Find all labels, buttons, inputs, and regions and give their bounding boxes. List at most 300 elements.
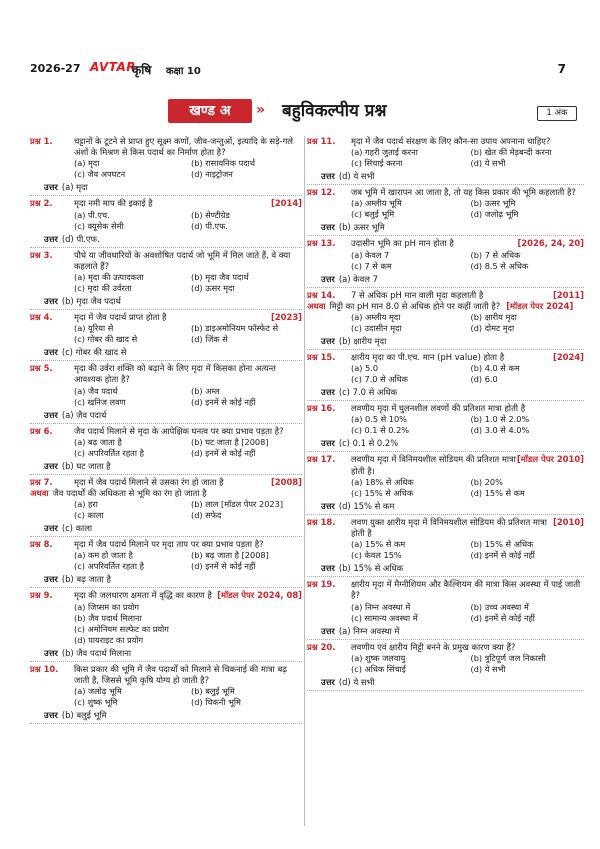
option: (a) 18% से अधिक [351, 476, 414, 487]
option: (d) दोमट मृदा [470, 323, 515, 334]
options-grid [351, 198, 584, 220]
answer-value: (c) 0.1 से 0.2% [338, 438, 399, 449]
option: (c) शुष्क भूमि [74, 697, 118, 708]
option: (c) बलुई भूमि [351, 209, 395, 220]
question-number: प्रश्न 18. [307, 516, 336, 527]
question-number: प्रश्न 8. [30, 539, 53, 550]
option: (a) 15% से कम [351, 539, 406, 550]
answer [307, 387, 584, 398]
option: (b) खेत की मेड़बन्दी करना [470, 147, 552, 158]
question-text-line [74, 477, 302, 488]
divider [30, 309, 302, 310]
option: (d) ये सभी [470, 663, 506, 674]
divider [307, 287, 584, 288]
answer-value: (b) जैव पदार्थ मिलाना [61, 647, 132, 658]
option [191, 602, 302, 613]
answer-value: (a) निम्न अवस्था में [338, 625, 400, 636]
question [30, 664, 302, 708]
question-text-line [351, 454, 584, 476]
question-block [30, 539, 302, 588]
divider [307, 514, 584, 515]
option: (c) क्यूसेक सेमी [74, 220, 124, 231]
option: (d) जलोढ़ भूमि [470, 209, 519, 220]
question-block [307, 403, 584, 452]
section-title: बहुविकल्पीय प्रश्न [282, 101, 387, 121]
question-text-line [351, 187, 584, 198]
answer-value: (a) केवल 7 [338, 273, 378, 284]
question-block [307, 290, 584, 350]
question-number: प्रश्न 20. [307, 641, 336, 652]
option: (b) ऊसर भूमि [470, 198, 516, 209]
header-year: 2026-27 [30, 62, 81, 75]
question-block [30, 590, 302, 661]
option: (b) मृदा जैव पदार्थ [191, 272, 249, 283]
option: (b) रासायनिक पदार्थ [191, 158, 255, 169]
answer-value: (b) घट जाता है [61, 460, 111, 471]
answer [307, 222, 584, 233]
answer-label: उत्तर [321, 273, 335, 284]
question-text-line [351, 403, 584, 414]
alternate-label: अथवा [30, 488, 49, 499]
question-text: किस प्रकार की भूमि में जैव पदार्थों को मिलाने से चिकनाई की मात्रा बढ़ जाती है, जिससे भूमि कृषि योग्य हो जाती है? [74, 663, 287, 685]
question-text: 7 से अधिक pH मान वाली मृदा कहलाती है [351, 289, 484, 300]
divider [307, 451, 584, 452]
divider [307, 639, 584, 640]
year-tag: [2024] [553, 352, 584, 363]
option: (d) इनमें से कोई नहीं [470, 550, 535, 561]
question [307, 352, 584, 385]
question-block [307, 454, 584, 514]
question [307, 642, 584, 675]
question [307, 579, 584, 623]
page-header [30, 62, 570, 78]
divider [30, 474, 302, 475]
option: (c) 7 से कम [351, 260, 392, 271]
question-block [30, 250, 302, 310]
question-block [30, 426, 302, 475]
question-number: प्रश्न 7. [30, 476, 53, 487]
option: (d) इनमें से कोई नहीं [191, 396, 256, 407]
option: (a) मृदा [74, 158, 100, 169]
question-text-line [74, 250, 302, 272]
question-number: प्रश्न 12. [307, 187, 336, 198]
answer-label: उत्तर [44, 647, 58, 658]
left-column [30, 136, 302, 726]
question-text-line [74, 363, 302, 385]
question [30, 363, 302, 407]
answer [30, 710, 302, 721]
question-text: लवण युक्त क्षारीय मृदा में विनिमयशील सोडियम की प्रतिशत मात्रा होती है [351, 516, 547, 539]
answer-label: उत्तर [321, 387, 335, 398]
question [307, 454, 584, 498]
divider [307, 400, 584, 401]
answer-label: उत्तर [44, 460, 58, 471]
options-grid [351, 602, 584, 624]
question-text-line [74, 664, 302, 686]
answer-value: (d) ये सभी [338, 171, 375, 182]
option: (b) त्रुटिपूर्ण जल निकासी [470, 652, 546, 663]
answer-label: उत्तर [44, 182, 58, 193]
option: (d) पायराइट का प्रयोग [74, 634, 144, 645]
options-grid [74, 323, 302, 345]
option: (d) पी.एफ. [191, 220, 229, 231]
answer-label: उत्तर [321, 500, 335, 511]
answer-label: उत्तर [44, 233, 58, 244]
option: (d) इनमें से कोई नहीं [191, 447, 256, 458]
option: (c) खनिज लवण [74, 396, 126, 407]
question-block [30, 312, 302, 361]
option: (a) अम्लीय मृदा [351, 312, 401, 323]
option: (a) शुष्क जलवायु [351, 652, 406, 663]
options-grid [74, 158, 302, 180]
question-text: मृदा में जैव पदार्थ संरक्षण के लिए कौन-सा उपाय अपनाना चाहिए? [351, 136, 551, 146]
divider [30, 423, 302, 424]
options-grid [74, 386, 302, 408]
option: (b) 1.0 से 2.0% [470, 414, 530, 425]
question-text-line [74, 136, 302, 158]
divider [307, 576, 584, 577]
option: (b) बलुई भूमि [191, 686, 235, 697]
year-tag: [मॉडल पेपर 2024] [506, 300, 574, 311]
option [191, 613, 302, 624]
answer [307, 336, 584, 347]
option: (a) जलोढ़ भूमि [74, 686, 122, 697]
question-number: प्रश्न 13. [307, 238, 336, 249]
year-tag: [2014] [271, 198, 302, 209]
answer [307, 501, 584, 512]
question-number: प्रश्न 11. [307, 136, 336, 146]
option: (b) 4.0 से कम [470, 363, 520, 374]
question-text: मृदा की उर्वरा शक्ति को बढ़ाने के लिए मृदा में किसका होना अत्यन्त आवश्यक होता है? [74, 363, 276, 385]
year-tag: [मॉडल पेपर 2010] [516, 454, 584, 465]
answer-label: उत्तर [321, 171, 335, 182]
question-number: प्रश्न 2. [30, 198, 53, 209]
options-grid [74, 686, 302, 708]
marks-badge: 1 अंक [537, 106, 577, 121]
question-text: जैव पदार्थ मिलाने से मृदा के आपेक्षिक घनत्व पर क्या प्रभाव पड़ता है? [74, 425, 284, 436]
question-text-line [74, 590, 302, 601]
answer [30, 234, 302, 245]
question-text: लवणीय एवं क्षारीय मिट्टी बनने के प्रमुख कारण क्या हैं? [351, 641, 516, 652]
option: (b) घट जाता है [2008] [191, 436, 269, 447]
question-number: प्रश्न 6. [30, 425, 53, 436]
option [191, 635, 302, 646]
answer [30, 347, 302, 358]
option: (a) यूरिया से [74, 323, 114, 334]
answer-value: (b) मृदा जैव पदार्थ [61, 296, 121, 307]
question-text-line [74, 539, 302, 550]
divider [30, 195, 302, 196]
question-block [30, 477, 302, 537]
question-text-line [351, 642, 584, 653]
option: (c) 0.1 से 0.2% [351, 425, 410, 436]
question-number: प्रश्न 1. [30, 136, 53, 146]
option: (a) अम्लीय भूमि [351, 198, 402, 209]
answer [30, 523, 302, 534]
option: (b) डाइअमोनियम फॉस्फेट से [191, 323, 279, 334]
option: (b) क्षारीय मृदा [470, 312, 517, 323]
question-number: प्रश्न 14. [307, 289, 336, 300]
options-grid [74, 437, 302, 459]
question-number: प्रश्न 19. [307, 579, 336, 590]
year-tag: [2026, 24, 20] [517, 238, 584, 249]
options-grid [351, 312, 584, 334]
answer-value: (d) 15% से कम [338, 500, 395, 511]
options-grid [74, 210, 302, 232]
option: (d) इनमें से कोई नहीं [470, 612, 535, 623]
section-arrow-icon: » [256, 102, 266, 118]
options-grid [351, 539, 584, 561]
question-text: लवणीय मृदा में विनिमयशील सोडियम की प्रतिशत मात्रा होती है। [351, 454, 516, 476]
question-text: मृदा में जैव पदार्थ मिलाने से उसका रंग हो जाता है [74, 476, 224, 487]
options-grid [351, 477, 584, 499]
option: (d) 3.0 से 4.0% [470, 425, 530, 436]
answer-label: उत्तर [321, 563, 335, 574]
page-number: 7 [557, 62, 566, 76]
options-grid [351, 653, 584, 675]
alternate-question [307, 301, 584, 312]
question-block [307, 579, 584, 639]
answer [30, 648, 302, 659]
alternate-text: जैव पदार्थों की अधिकता से भूमि का रंग हो जाता है [52, 488, 207, 499]
answer [307, 274, 584, 285]
option: (a) पी.एच. [74, 209, 110, 220]
header-subject: कृषि [132, 63, 152, 77]
answer [307, 438, 584, 449]
header-class: कक्षा 10 [166, 66, 201, 77]
question-text: मृदा में जैव पदार्थ मिलाने पर मृदा ताप पर क्या प्रभाव पड़ता है? [74, 539, 264, 550]
option: (c) गोबर की खाद से [74, 334, 138, 345]
question [30, 590, 302, 645]
option: (d) ऊसर मृदा [191, 283, 235, 294]
section-box: खण्ड अ [168, 99, 252, 123]
question-number: प्रश्न 3. [30, 249, 53, 260]
answer-value: (c) 7.0 से अधिक [338, 387, 398, 398]
answer-label: उत्तर [44, 347, 58, 358]
year-tag: [2023] [271, 312, 302, 323]
answer-value: (d) पी.एफ. [61, 233, 100, 244]
option: (a) हरा [74, 499, 98, 510]
option [191, 624, 302, 635]
options-grid [74, 550, 302, 572]
divider [307, 690, 584, 691]
option: (c) अपरिवर्तित रहता है [74, 447, 144, 458]
options-grid [74, 499, 302, 521]
option: (a) केवल 7 [351, 249, 390, 260]
answer-label: उत्तर [44, 710, 58, 721]
answer-value: (b) ऊसर भूमि [338, 222, 385, 233]
question-number: प्रश्न 10. [30, 663, 59, 674]
answer-value: (a) मृदा [61, 182, 88, 193]
answer [307, 563, 584, 574]
question [307, 238, 584, 271]
answer [30, 296, 302, 307]
question-block [307, 187, 584, 236]
answer [30, 182, 302, 193]
question-number: प्रश्न 16. [307, 403, 336, 414]
answer-label: उत्तर [44, 409, 58, 420]
option: (d) 15% से कम [470, 487, 525, 498]
question-text-line [351, 579, 584, 601]
divider [30, 536, 302, 537]
question-block [307, 238, 584, 287]
question [307, 290, 584, 334]
option: (b) सेण्टीग्रेड [191, 209, 230, 220]
option: (c) 7.0 से अधिक [351, 374, 408, 385]
answer-value: (b) बढ़ जाता है [61, 574, 111, 585]
divider [307, 184, 584, 185]
divider [30, 247, 302, 248]
option: (c) जैव अपघटन [74, 169, 126, 180]
question-text: जब भूमि में खारापन आ जाता है, तो यह किस प्रकार की भूमि कहलाती है? [351, 187, 576, 198]
options-grid [351, 250, 584, 272]
alternate-question [30, 488, 302, 499]
options-grid [351, 414, 584, 436]
question-block [30, 363, 302, 423]
question [307, 517, 584, 561]
divider [30, 587, 302, 588]
option: (d) जिंक से [191, 334, 228, 345]
divider [30, 723, 302, 724]
option: (d) इनमें से कोई नहीं [191, 561, 256, 572]
question-text: मृदा नमी माप की इकाई है [74, 198, 153, 209]
option: (c) अपरिवर्तित रहता है [74, 561, 144, 572]
question-text-line [351, 352, 584, 363]
option: (a) गहरी जुताई करना [351, 147, 418, 158]
answer [30, 461, 302, 472]
question-number: प्रश्न 17. [307, 454, 336, 465]
question [30, 477, 302, 521]
question-number: प्रश्न 5. [30, 363, 53, 374]
answer-label: उत्तर [44, 296, 58, 307]
answer-value: (b) क्षारीय मृदा [338, 336, 387, 347]
question-text: मृदा में जैव पदार्थ प्राप्त होता है [74, 312, 167, 323]
question-text-line [74, 312, 302, 323]
answer-value: (b) 15% से अधिक [338, 563, 404, 574]
option: (c) अधिक सिंचाई [351, 663, 406, 674]
question-block [307, 642, 584, 691]
answer-label: उत्तर [321, 625, 335, 636]
option: (d) ये सभी [470, 158, 506, 169]
option: (b) अम्ल [191, 385, 220, 396]
divider [30, 661, 302, 662]
question [30, 250, 302, 294]
divider [307, 235, 584, 236]
question-text: क्षारीय मृदा में मैग्नीशियम और कैल्शियम की मात्रा किस अवस्था में पाई जाती है? [351, 579, 581, 601]
option: (c) मृदा की उर्वरता [74, 283, 132, 294]
option: (b) उच्च अवस्था में [470, 601, 529, 612]
question-number: प्रश्न 15. [307, 352, 336, 363]
answer-label: उत्तर [321, 336, 335, 347]
column-divider [304, 136, 305, 826]
question-block [30, 136, 302, 196]
option: (d) 8.5 से अधिक [470, 260, 529, 271]
option: (b) 20% [470, 476, 503, 487]
options-grid [351, 363, 584, 385]
option: (b) जैव पदार्थ मिलाना [74, 612, 142, 623]
question [307, 187, 584, 220]
question [307, 403, 584, 436]
year-tag: [2010] [553, 516, 584, 527]
question-text: पौधे या जीवधारियों के अवशोषित पदार्थ जो भूमि में मिल जाते हैं, वे क्या कहलाते हैं? [74, 249, 291, 271]
answer-value: (a) जैव पदार्थ [61, 409, 107, 420]
right-column [307, 136, 584, 693]
question [307, 136, 584, 169]
option: (c) उदासीन मृदा [351, 323, 402, 334]
question-text-line [74, 198, 302, 209]
answer-value: (b) बलुई भूमि [61, 710, 107, 721]
question [30, 136, 302, 180]
option: (d) 6.0 [470, 374, 498, 385]
option: (b) 7 से अधिक [470, 249, 521, 260]
answer-value: (c) काला [61, 523, 93, 534]
question-text-line [74, 426, 302, 437]
option: (c) 15% से अधिक [351, 487, 414, 498]
option: (c) सिंचाई करना [351, 158, 403, 169]
question-block [30, 664, 302, 724]
options-grid [351, 147, 584, 169]
year-tag: [2011] [553, 289, 584, 300]
answer-label: उत्तर [321, 222, 335, 233]
answer-value: (d) ये सभी [338, 676, 375, 687]
question-number: प्रश्न 9. [30, 590, 53, 601]
option: (a) बढ़ जाता है [74, 436, 122, 447]
option: (a) 0.5 से 10% [351, 414, 407, 425]
answer [30, 574, 302, 585]
question-text: लवणीय मृदा में घुलनशील लवणों की प्रतिशत मात्रा होती है [351, 403, 526, 414]
option: (d) सफेद [191, 510, 222, 521]
question-text-line [351, 238, 584, 249]
question-block [30, 198, 302, 247]
answer [307, 677, 584, 688]
answer-label: उत्तर [44, 574, 58, 585]
alternate-label: अथवा [307, 300, 326, 311]
option: (b) बढ़ जाता है [2008] [191, 550, 269, 561]
option: (c) केवल 15% [351, 550, 402, 561]
brand-logo: AVTAR [90, 60, 137, 74]
alternate-text: मिट्टी का pH मान 8.0 से अधिक होने पर कहीं जाती है? [329, 300, 501, 311]
answer-label: उत्तर [321, 438, 335, 449]
question-text-line [351, 136, 584, 147]
question [30, 198, 302, 231]
question-block [307, 352, 584, 401]
question-text: उदासीन भूमि का pH मान होता है [351, 238, 454, 249]
option: (a) कम हो जाता है [74, 550, 133, 561]
answer-value: (c) गोबर की खाद से [61, 347, 127, 358]
answer [30, 410, 302, 421]
option: (b) लाल [मॉडल पेपर 2023] [191, 499, 284, 510]
question-text: क्षारीय मृदा का पी.एच. मान (pH value) होता है [351, 352, 505, 363]
option: (a) जिप्सम का प्रयोग [74, 601, 139, 612]
answer-label: उत्तर [321, 676, 335, 687]
answer [307, 171, 584, 182]
option: (a) जैव पदार्थ [74, 385, 118, 396]
answer-label: उत्तर [44, 523, 58, 534]
option: (b) 15% से अधिक [470, 539, 534, 550]
option: (a) 5.0 [351, 363, 379, 374]
option: (a) मृदा की उत्पादकता [74, 272, 144, 283]
option: (d) चिकनी भूमि [191, 697, 241, 708]
options-grid [74, 602, 302, 646]
divider [30, 360, 302, 361]
question [30, 539, 302, 572]
question-number: प्रश्न 4. [30, 312, 53, 323]
option: (d) नाइट्रोजन [191, 169, 233, 180]
question-block [307, 136, 584, 185]
year-tag: [मॉडल पेपर 2024, 08] [217, 590, 302, 601]
option: (c) अमोनियम सल्फेट का प्रयोग [74, 623, 169, 634]
question-text: चट्टानों के टूटने से प्राप्त हुए सूक्ष्म कणों, जीव-जन्तुओं, इत्यादि के सड़े-गले अंशों के मिश्रण से किस पदार्थ का निर्माण होता है? [74, 136, 293, 158]
